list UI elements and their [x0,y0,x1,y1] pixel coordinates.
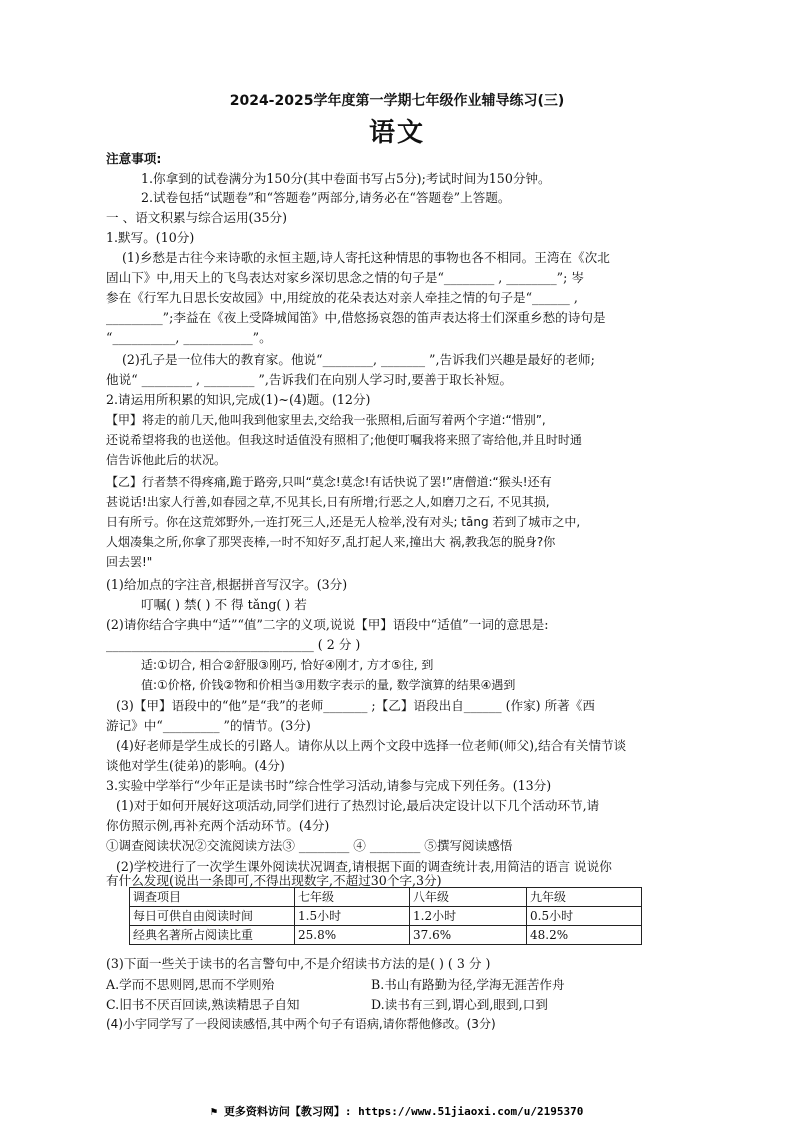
text-line: 你仿照示例,再补充两个活动环节。(4分) [106,818,330,833]
subject-title: 语文 [368,118,425,148]
text-line: 3.实验中学举行“少年正是读书时”综合性学习活动,请参与完成下列任务。(13分) [106,778,552,793]
table-cell: 25.8% [295,926,410,945]
text-line: 回去罢!" [106,555,153,569]
footer-text: 更多资料访问【教习网】: https://www.51jiaoxi.com/u/2195370 [223,1105,584,1118]
table-row [130,888,642,907]
footer-link[interactable] [0,1103,794,1119]
table-cell: 1.5小时 [295,907,410,926]
table-cell: 每日可供自由阅读时间 [130,907,295,926]
text-line: (4)好老师是学生成长的引路人。请你从以上两个文段中选择一位老师(师父),结合有关情节谈 [116,738,627,753]
exam-title: 2024-2025学年度第一学期七年级作业辅导练习(三) [229,93,565,109]
table-cell: 七年级 [295,888,410,907]
text-line: 有什么发现(说出一条即可,不得出现数字,不超过30个字,3分) [106,873,442,888]
text-line: 日有所亏。你在这荒郊野外,一连打死三人,还是无人检举,没有对头; tāng 若到了城市之中, [106,515,581,529]
table-cell: 调查项目 [130,888,295,907]
text-line: _________”;李益在《夜上受降城闻笛》中,借悠扬哀怨的笛声表达将士们深重乡愁的诗句是 [106,310,606,325]
text-line: _________________________________ ( 2 分 ) [106,637,361,652]
text-line: (2)学校进行了一次学生课外阅读状况调查,请根据下面的调查统计表,用简洁的语言 说说你 [116,859,612,874]
text-line: B.书山有路勤为径,学海无涯苦作舟 [371,977,565,992]
text-line: 还说希望将我的也送他。但我这时适值没有照相了;他便叮嘱我将来照了寄给他,并且时时通 [106,433,582,447]
text-line: (1)给加点的字注音,根据拼音写汉字。(3分) [106,577,348,592]
text-line: 参在《行军九日思长安故园》中,用绽放的花朵表达对亲人牵挂之情的句子是“______ , [106,290,578,305]
text-line: 一 、语文积累与综合运用(35分) [106,210,287,225]
text-line: “__________, ___________”。 [106,330,272,345]
text-line: (4)小宇同学写了一段阅读感悟,其中两个句子有语病,请你帮他修改。(3分) [106,1017,496,1031]
text-line: ①调查阅读状况②交流阅读方法③ ________ ④ ________ ⑤撰写阅读感悟 [106,838,513,853]
text-line: (3)下面一些关于读书的名言警句中,不是介绍读书方法的是( ) ( 3 分 ) [106,956,491,971]
text-line: A.学而不思则罔,思而不学则殆 [106,977,275,992]
table-row [130,926,642,945]
table-cell: 1.2小时 [410,907,527,926]
table-cell: 经典名著所占阅读比重 [130,926,295,945]
table-cell: 八年级 [410,888,527,907]
survey-table [129,887,642,945]
table-cell: 九年级 [527,888,642,907]
flag-icon: ⚑ [210,1105,218,1118]
text-line: 2.试卷包括“试题卷”和“答题卷”两部分,请务必在“答题卷”上答题。 [141,190,511,205]
text-line: D.读书有三到,谓心到,眼到,口到 [371,997,548,1012]
text-line: 【乙】行者禁不得疼痛,跪于路旁,只叫“莫念!莫念!有话快说了罢!”唐僧道:“猴头!还有 [106,475,552,489]
text-line: 他说“ ________ , ________ ”,告诉我们在向别人学习时,要善于取长补短。 [106,372,513,387]
text-line: 1.默写。(10分) [106,230,195,245]
text-line: (2)孔子是一位伟大的教育家。他说“________, _______ ”,告诉我们兴趣是最好的老师; [122,352,595,367]
text-line: 1.你拿到的试卷满分为150分(其中卷面书写占5分);考试时间为150分钟。 [141,171,551,186]
text-line: 2.请运用所积累的知识,完成(1)~(4)题。(12分) [106,392,371,407]
text-line: 固山下》中,用天上的飞鸟表达对家乡深切思念之情的句子是“________ , ________”; 岑 [106,270,584,285]
text-line: 甚说话!出家人行善,如春园之草,不见其长,日有所增;行恶之人,如磨刀之石, 不见其损, [106,495,550,509]
table-cell: 37.6% [410,926,527,945]
text-line: (2)请你结合字典中“适”“值”二字的义项,说说【甲】语段中“适值”一词的意思是: [106,617,549,632]
text-line: 游记》中“_________ ”的情节。(3分) [106,718,311,733]
text-line: 值:①价格, 价钱②物和价相当③用数字表示的量, 数学演算的结果④遇到 [141,678,516,692]
text-line: 信告诉他此后的状况。 [106,453,227,467]
text-line: C.旧书不厌百回读,熟读精思子自知 [106,997,300,1012]
text-line: (1)对于如何开展好这项活动,同学们进行了热烈讨论,最后决定设计以下几个活动环节,请 [116,798,600,813]
table-cell: 0.5小时 [527,907,642,926]
text-line: 人烟凑集之所,你拿了那哭丧棒,一时不知好歹,乱打起人来,撞出大 祸,教我怎的脱身?你 [106,535,556,549]
text-line: 适:①切合, 相合②舒服③刚巧, 恰好④刚才, 方才⑤往, 到 [141,658,434,672]
text-line: 【甲】将走的前几天,他叫我到他家里去,交给我一张照相,后面写着两个字道:“惜别”, [106,413,546,427]
text-line: (1)乡愁是古往今来诗歌的永恒主题,诗人寄托这种情思的事物也各不相同。王湾在《次北 [122,250,610,265]
text-line: (3)【甲】语段中的“他”是“我”的老师_______ ;【乙】语段出自______ (作家) 所著《西 [116,698,595,713]
table-cell: 48.2% [527,926,642,945]
text-line: 注意事项: [106,151,162,166]
text-line: 叮嘱( ) 禁( ) 不 得 tǎng( ) 若 [141,597,307,612]
table-row [130,907,642,926]
text-line: 谈他对学生(徒弟)的影响。(4分) [106,758,285,773]
